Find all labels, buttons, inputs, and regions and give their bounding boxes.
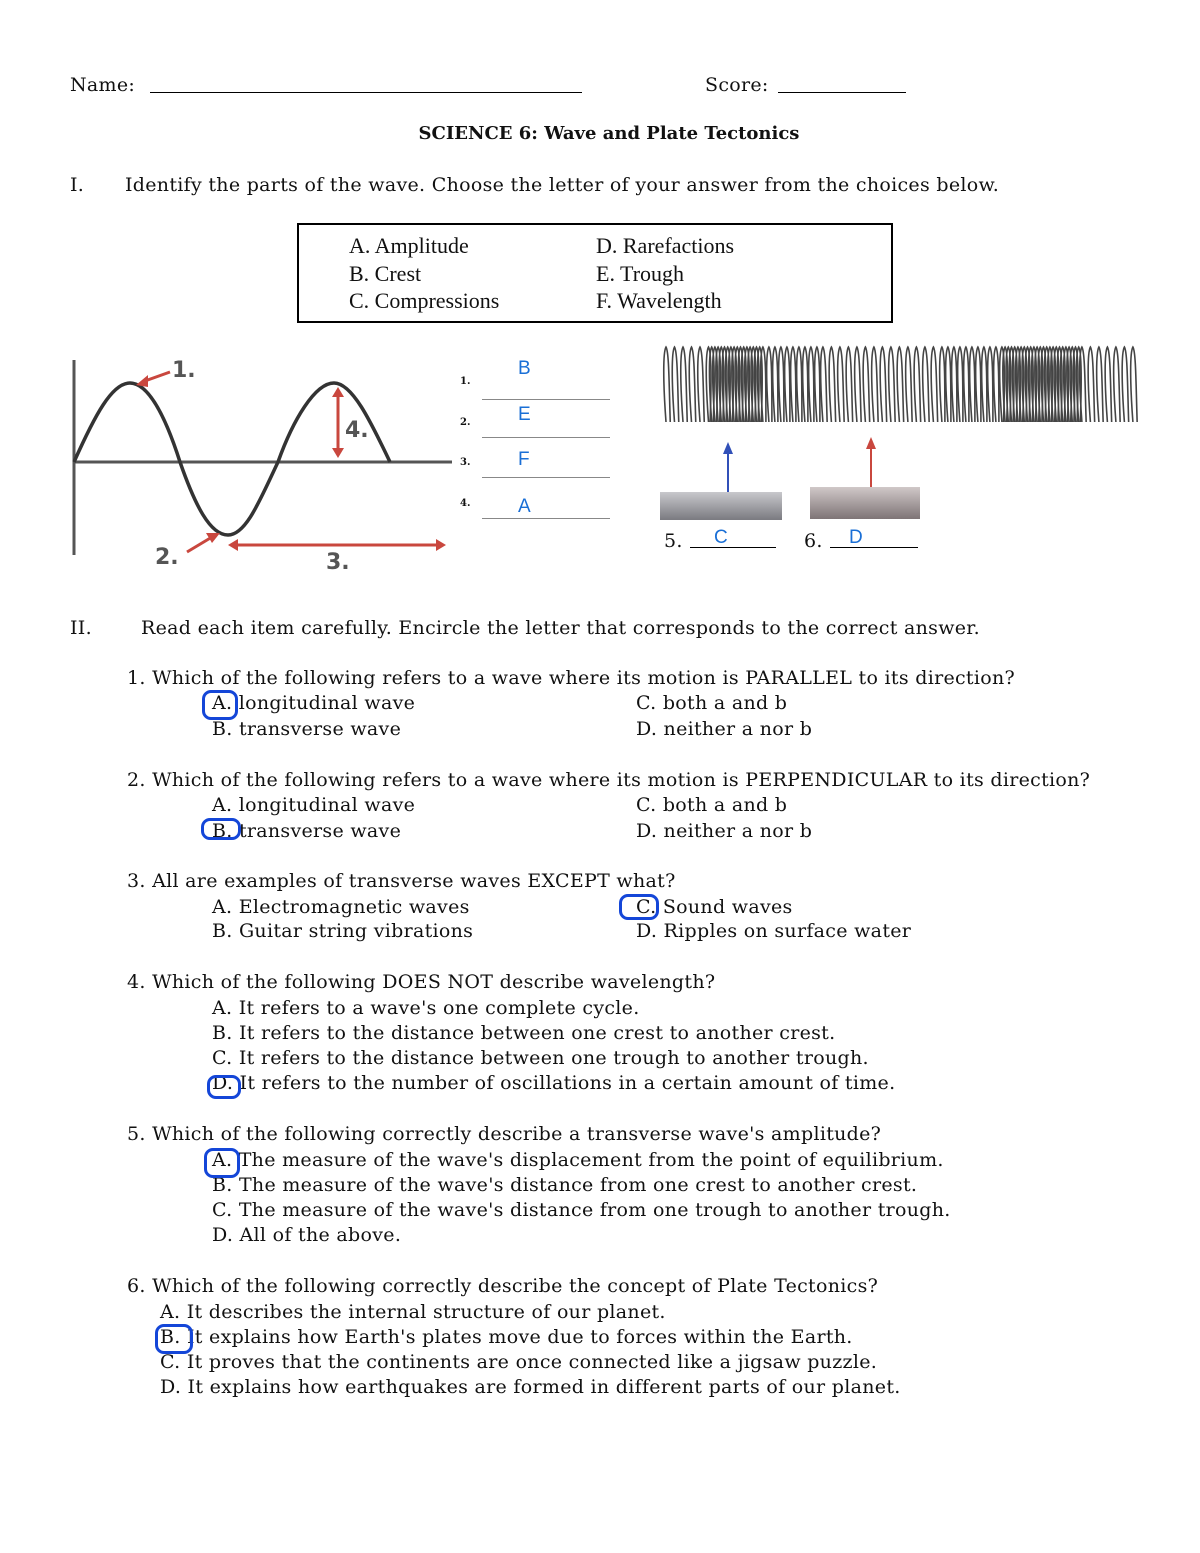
score-label: Score: xyxy=(705,74,769,96)
coil-loop xyxy=(872,347,879,422)
coil-loop xyxy=(964,347,969,422)
coil-loop xyxy=(976,347,981,422)
item6-answer: D xyxy=(849,527,863,548)
coil-loop xyxy=(994,347,999,422)
q1-option-a[interactable]: A. longitudinal wave xyxy=(212,692,416,714)
coil-loop xyxy=(829,347,836,422)
red-block xyxy=(810,487,920,519)
answer-row-3-value: F xyxy=(518,449,530,470)
answer-line-1[interactable] xyxy=(482,399,610,400)
q6-answer-circle xyxy=(155,1324,193,1354)
coil-loop xyxy=(914,347,921,422)
coil-loop xyxy=(970,347,975,422)
q4-option-c[interactable]: C. It refers to the distance between one trough to another trough. xyxy=(212,1047,869,1069)
name-field[interactable] xyxy=(150,92,582,93)
coil-loop xyxy=(958,347,963,422)
item6-label: 6. xyxy=(804,530,823,552)
coil-loop xyxy=(923,347,930,422)
coil-loop xyxy=(1097,347,1104,422)
coil-loop xyxy=(773,347,778,422)
coil-loop xyxy=(1122,347,1129,422)
diagram-label-1: 1. xyxy=(172,358,196,383)
q4-option-a[interactable]: A. It refers to a wave's one complete cycle. xyxy=(212,997,640,1019)
answer-row-4-value: A xyxy=(518,496,531,517)
score-field[interactable] xyxy=(778,92,906,93)
answer-line-2[interactable] xyxy=(482,437,610,438)
q2-option-a[interactable]: A. longitudinal wave xyxy=(212,794,416,816)
coil-loop xyxy=(785,347,790,422)
coil-loop xyxy=(952,347,957,422)
coil-loop xyxy=(846,347,853,422)
q3-option-d[interactable]: D. Ripples on surface water xyxy=(636,920,912,942)
choice-b: B. Crest xyxy=(349,261,422,286)
part1-instruction: Identify the parts of the wave. Choose the letter of your answer from the choices below. xyxy=(125,174,1000,196)
q5-option-c[interactable]: C. The measure of the wave's distance from one trough to another trough. xyxy=(212,1199,951,1221)
item5-line[interactable] xyxy=(690,547,776,548)
transverse-wave-diagram xyxy=(60,345,460,580)
coil-loop xyxy=(809,347,814,422)
arrow-2 xyxy=(187,537,212,552)
answer-row-1-number: 1. xyxy=(460,376,471,387)
coil-loop xyxy=(791,347,796,422)
coil-loop xyxy=(803,347,808,422)
coil-loop xyxy=(855,347,862,422)
q6-text: 6. Which of the following correctly describe the concept of Plate Tectonics? xyxy=(127,1275,879,1297)
coil-loop xyxy=(931,347,938,422)
coil-loop xyxy=(681,347,688,422)
answer-row-1-value: B xyxy=(518,358,531,379)
q6-option-b[interactable]: B. It explains how Earth's plates move due to forces within the Earth. xyxy=(160,1326,853,1348)
q2-option-c[interactable]: C. both a and b xyxy=(636,794,788,816)
coil-loop xyxy=(906,347,913,422)
q6-option-d[interactable]: D. It explains how earthquakes are formed in different parts of our planet. xyxy=(160,1376,901,1398)
item6-line[interactable] xyxy=(830,547,918,548)
choice-c: C. Compressions xyxy=(349,288,500,313)
part2-numeral: II. xyxy=(70,617,92,639)
answer-row-4-number: 4. xyxy=(460,498,471,509)
choice-f: F. Wavelength xyxy=(596,288,722,313)
q1-text: 1. Which of the following refers to a wave where its motion is PARALLEL to its direction? xyxy=(127,667,1016,689)
q2-option-b[interactable]: B. transverse wave xyxy=(212,820,402,842)
q3-option-a[interactable]: A. Electromagnetic waves xyxy=(212,896,470,918)
q5-option-b[interactable]: B. The measure of the wave's distance from one crest to another crest. xyxy=(212,1174,918,1196)
part2-instruction: Read each item carefully. Encircle the letter that corresponds to the correct answer. xyxy=(141,617,980,639)
q5-option-a[interactable]: A. The measure of the wave's displacement from the point of equilibrium. xyxy=(212,1149,944,1171)
coil-loop xyxy=(689,347,696,422)
choice-a: A. Amplitude xyxy=(349,233,469,258)
q1-option-d[interactable]: D. neither a nor b xyxy=(636,718,813,740)
q1-option-b[interactable]: B. transverse wave xyxy=(212,718,402,740)
answer-row-3-number: 3. xyxy=(460,457,471,468)
sine-wave xyxy=(74,383,390,535)
coil-loop xyxy=(698,347,705,422)
q3-option-b[interactable]: B. Guitar string vibrations xyxy=(212,920,474,942)
q4-option-d[interactable]: D. It refers to the number of oscillations in a certain amount of time. xyxy=(212,1072,896,1094)
coil-loop xyxy=(838,347,845,422)
coil-loop xyxy=(1088,347,1095,422)
coil-loop xyxy=(1131,347,1138,422)
coil-loop xyxy=(672,347,679,422)
choices-box xyxy=(297,223,893,323)
name-label: Name: xyxy=(70,74,136,96)
coil-loop xyxy=(779,347,784,422)
coil-loop xyxy=(940,347,945,422)
part1-numeral: I. xyxy=(70,174,85,196)
answer-line-4[interactable] xyxy=(482,518,610,519)
q1-option-c[interactable]: C. both a and b xyxy=(636,692,788,714)
q4-answer-circle xyxy=(207,1075,241,1099)
q3-text: 3. All are examples of transverse waves EXCEPT what? xyxy=(127,870,676,892)
q5-option-d[interactable]: D. All of the above. xyxy=(212,1224,402,1246)
q5-text: 5. Which of the following correctly describe a transverse wave's amplitude? xyxy=(127,1123,882,1145)
coil-loop xyxy=(982,347,987,422)
choice-d: D. Rarefactions xyxy=(596,233,735,258)
coil-loop xyxy=(988,347,993,422)
coil-loop xyxy=(767,347,772,422)
diagram-label-3: 3. xyxy=(326,550,350,575)
coil-loop xyxy=(1105,347,1112,422)
coil-loop xyxy=(880,347,887,422)
answer-line-3[interactable] xyxy=(482,477,610,478)
blue-block xyxy=(660,492,782,520)
coil-loop xyxy=(815,347,820,422)
q2-answer-circle xyxy=(201,818,241,840)
coil-loop xyxy=(821,347,828,422)
coil-loop xyxy=(889,347,896,422)
q1-answer-circle xyxy=(202,690,238,720)
q6-option-a[interactable]: A. It describes the internal structure of our planet. xyxy=(160,1301,666,1323)
q5-answer-circle xyxy=(204,1148,240,1178)
coil-loop xyxy=(863,347,870,422)
q2-option-d[interactable]: D. neither a nor b xyxy=(636,820,813,842)
q2-text: 2. Which of the following refers to a wave where its motion is PERPENDICULAR to its direction? xyxy=(127,769,1091,791)
answer-row-2-number: 2. xyxy=(460,417,471,428)
coil-loop xyxy=(797,347,802,422)
coil-loop xyxy=(664,347,671,422)
answer-row-2-value: E xyxy=(518,404,531,425)
page-title: SCIENCE 6: Wave and Plate Tectonics xyxy=(418,123,800,144)
q6-option-c[interactable]: C. It proves that the continents are once connected like a jigsaw puzzle. xyxy=(160,1351,878,1373)
q3-answer-circle xyxy=(619,894,659,920)
coil-loop xyxy=(761,347,766,422)
diagram-label-2: 2. xyxy=(155,545,179,570)
diagram-label-4: 4. xyxy=(345,418,369,443)
coil-loop xyxy=(1114,347,1121,422)
coil-loop xyxy=(897,347,904,422)
coil-loop xyxy=(1080,347,1087,422)
item5-label: 5. xyxy=(664,530,683,552)
q4-text: 4. Which of the following DOES NOT describe wavelength? xyxy=(127,971,716,993)
longitudinal-wave-diagram xyxy=(660,342,1142,524)
coil-loop xyxy=(946,347,951,422)
q3-option-c[interactable]: C. Sound waves xyxy=(636,896,793,918)
q4-option-b[interactable]: B. It refers to the distance between one crest to another crest. xyxy=(212,1022,836,1044)
item5-answer: C xyxy=(714,527,728,548)
choice-e: E. Trough xyxy=(596,261,685,286)
